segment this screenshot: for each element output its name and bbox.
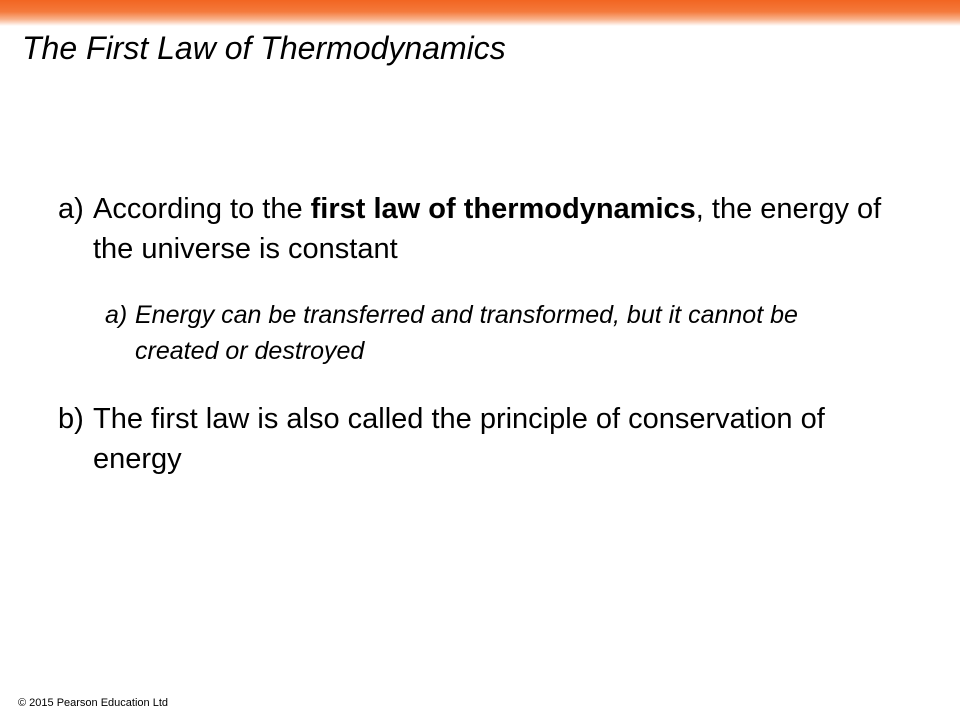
bullet-b xyxy=(58,399,918,479)
bullet-a xyxy=(58,189,918,269)
bullet-text-lead: According to the xyxy=(93,193,311,225)
bullet-text xyxy=(93,189,918,269)
sub-bullet-a xyxy=(105,297,885,369)
top-accent-band xyxy=(0,0,960,26)
bullet-key-term: first law of thermodynamics xyxy=(310,193,696,225)
bullet-text-tail: , the energy of the universe is constant xyxy=(93,193,882,265)
slide-title: The First Law of Thermodynamics xyxy=(22,30,506,66)
bullet-text: The first law is also called the principle of conservation of energy xyxy=(93,403,825,475)
sub-bullet-text: Energy can be transferred and transformed, but it cannot be created or destroyed xyxy=(135,301,798,365)
copyright-footer: © 2015 Pearson Education Ltd xyxy=(18,697,168,709)
bullet-marker: b) xyxy=(58,403,84,435)
sub-bullet-marker: a) xyxy=(105,301,128,329)
bullet-marker: a) xyxy=(58,193,84,225)
